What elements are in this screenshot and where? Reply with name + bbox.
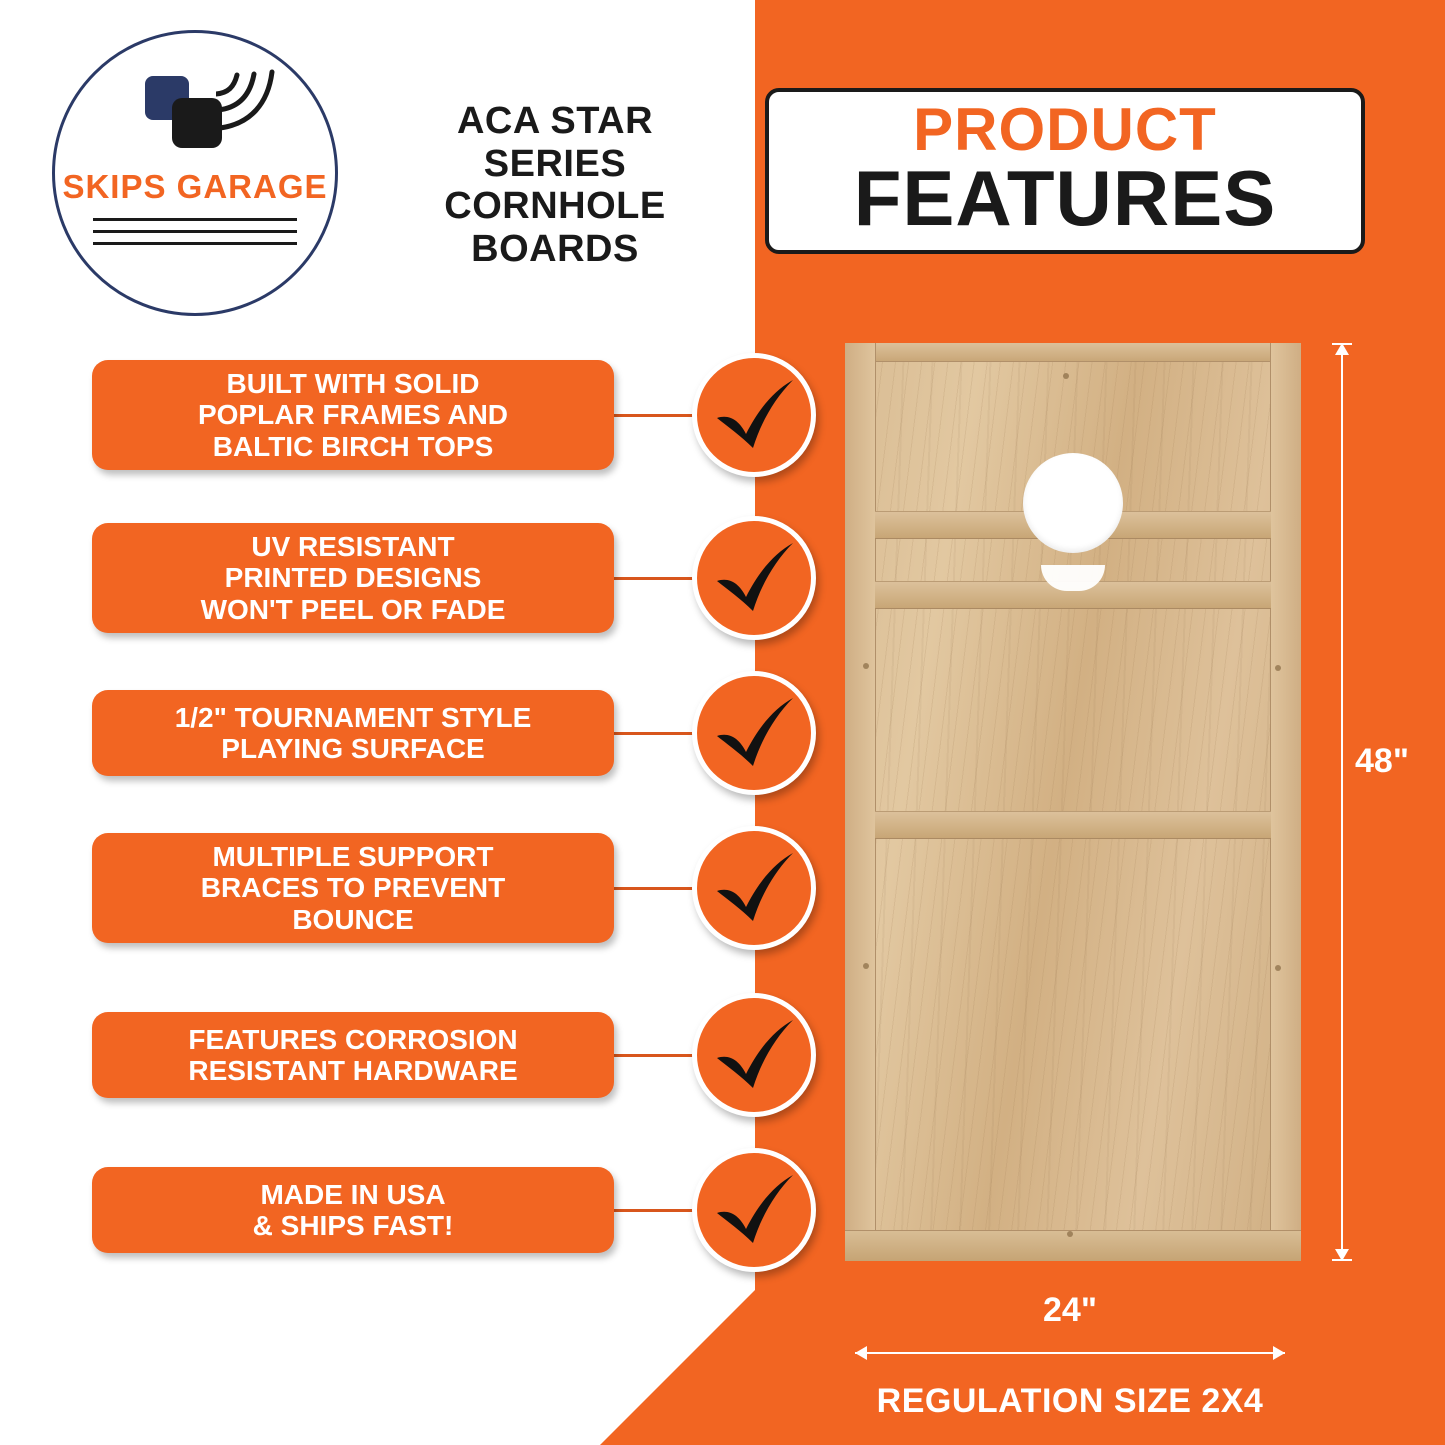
board-bottom-rail — [845, 1230, 1301, 1261]
checkmark-icon — [692, 671, 816, 795]
feature-line: BOUNCE — [292, 903, 414, 935]
board-left-rail — [845, 343, 876, 1261]
board-right-rail — [1270, 343, 1301, 1261]
height-dimension-line — [1341, 343, 1343, 1261]
feature-line: POPLAR FRAMES AND — [197, 399, 509, 431]
feature-pill — [92, 833, 614, 943]
screw — [863, 663, 869, 669]
board-hole — [1023, 453, 1123, 553]
screw — [1067, 1231, 1073, 1237]
stacked-squares-front-icon — [172, 98, 222, 148]
arrow-right-icon — [1273, 1346, 1285, 1360]
feature-line: RESISTANT HARDWARE — [188, 1055, 518, 1086]
checkmark-icon — [692, 516, 816, 640]
dimension-cap — [1332, 1259, 1352, 1261]
width-dimension-line — [855, 1352, 1285, 1354]
screw — [1063, 373, 1069, 379]
product-title — [395, 100, 715, 270]
checkmark-icon — [692, 1148, 816, 1272]
board-top-rail — [845, 343, 1301, 362]
screw — [863, 963, 869, 969]
feature-pill — [92, 523, 614, 633]
feature-pill — [92, 1012, 614, 1098]
features-header-line1: PRODUCT — [913, 96, 1217, 163]
product-title-line: ACA STAR — [456, 100, 654, 142]
logo-wordmark: SKIPS GARAGE — [62, 168, 328, 205]
feature-pill — [92, 360, 614, 470]
feature-line: 1/2" TOURNAMENT STYLE — [174, 701, 532, 733]
feature-line: MULTIPLE SUPPORT — [212, 840, 494, 872]
feature-line: FEATURES CORROSION — [188, 1023, 518, 1055]
feature-pill — [92, 690, 614, 776]
support-brace — [875, 811, 1271, 839]
cornhole-board-image — [845, 343, 1301, 1261]
feature-line: BALTIC BIRCH TOPS — [212, 430, 494, 462]
width-dimension-label: 24" — [1043, 1291, 1097, 1329]
feature-row — [92, 518, 832, 638]
dimension-cap — [1332, 343, 1352, 345]
feature-line: BRACES TO PREVENT — [200, 872, 506, 904]
feature-line: UV RESISTANT — [251, 530, 455, 562]
motion-lines-icon — [216, 68, 276, 134]
screw — [1275, 665, 1281, 671]
product-features-header — [765, 88, 1365, 254]
product-title-line: SERIES — [483, 142, 627, 185]
logo-rule — [93, 242, 297, 245]
feature-pill — [92, 1167, 614, 1253]
feature-row — [92, 673, 832, 793]
feature-line: WON'T PEEL OR FADE — [200, 593, 506, 625]
feature-line: PLAYING SURFACE — [221, 733, 485, 764]
checkmark-icon — [692, 353, 816, 477]
brand-logo — [30, 18, 360, 318]
regulation-size-label: REGULATION SIZE 2X4 — [876, 1382, 1264, 1420]
feature-line: & SHIPS FAST! — [252, 1210, 454, 1241]
checkmark-icon — [692, 826, 816, 950]
screw — [1275, 965, 1281, 971]
feature-row — [92, 355, 832, 475]
height-dimension-label: 48" — [1355, 742, 1409, 780]
product-title-line: BOARDS — [471, 227, 639, 270]
product-title-line: CORNHOLE — [444, 185, 666, 228]
feature-row — [92, 995, 832, 1115]
feature-row — [92, 828, 832, 948]
feature-line: PRINTED DESIGNS — [224, 562, 482, 594]
checkmark-icon — [692, 993, 816, 1117]
feature-row — [92, 1150, 832, 1270]
arrow-left-icon — [855, 1346, 867, 1360]
features-header-line2: FEATURES — [853, 154, 1277, 242]
logo-rule — [93, 218, 297, 221]
logo-rule — [93, 230, 297, 233]
feature-line: BUILT WITH SOLID — [226, 367, 480, 399]
feature-line: MADE IN USA — [260, 1178, 446, 1210]
